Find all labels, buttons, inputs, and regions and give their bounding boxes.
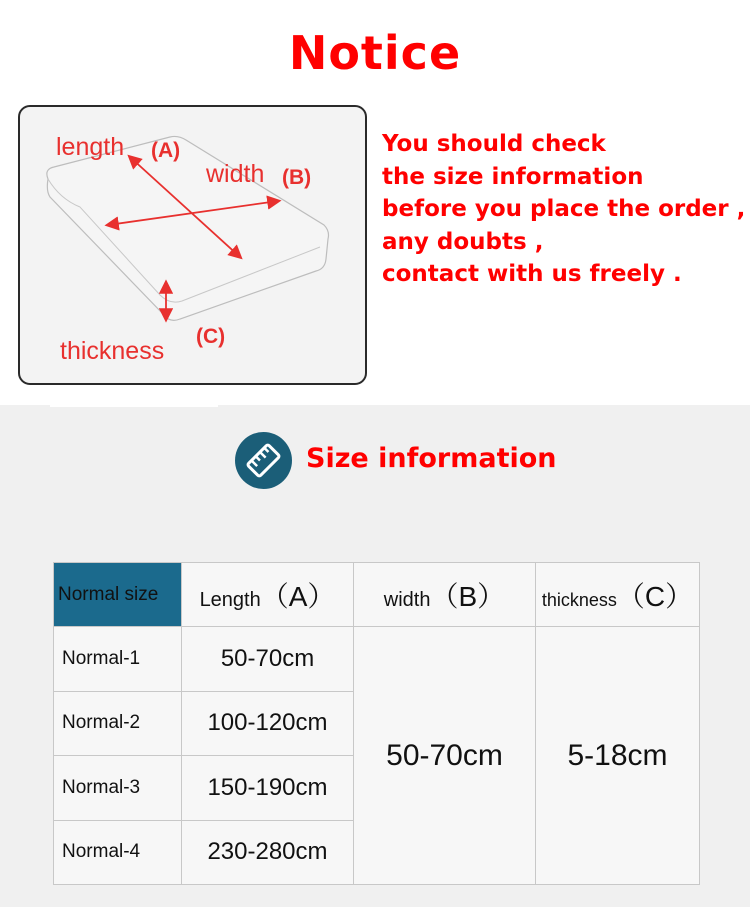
header-thickness [536, 563, 700, 627]
notice-line: You should check [382, 131, 606, 157]
thickness-code: (C) [196, 325, 226, 348]
notice-line: the size information [382, 163, 644, 190]
thickness-value: 5-18cm [536, 627, 700, 885]
row-length: 230-280cm [182, 820, 354, 885]
length-code: (A) [151, 139, 181, 162]
row-name: Normal-4 [54, 820, 182, 885]
row-name: Normal-2 [54, 691, 182, 756]
width-code: (B) [282, 166, 312, 189]
row-length: 150-190cm [182, 756, 354, 821]
row-name: Normal-3 [54, 756, 182, 821]
header-length [182, 563, 354, 627]
row-length: 50-70cm [182, 627, 354, 692]
row-length: 100-120cm [182, 691, 354, 756]
length-label: length [56, 133, 125, 161]
notice-message [382, 128, 745, 291]
row-name: Normal-1 [54, 627, 182, 692]
width-value: 50-70cm [354, 627, 536, 885]
notice-line: before you place the order , [382, 196, 746, 222]
size-table [53, 562, 700, 885]
table-row [54, 627, 700, 692]
cushion-illustration [20, 107, 365, 383]
ruler-icon [235, 432, 292, 489]
header-normal-size: Normal size [54, 563, 182, 627]
header-thickness-code: （C） [616, 580, 694, 612]
header-thickness-label: thickness [541, 589, 617, 610]
thickness-label: thickness [60, 337, 165, 365]
header-length-code: （A） [260, 580, 336, 612]
notice-line: any doubts , [382, 228, 544, 255]
cushion-diagram [18, 105, 367, 385]
header-width [354, 563, 536, 627]
header-length-label: Length [199, 588, 261, 611]
divider [50, 404, 218, 407]
notice-line: contact with us freely . [382, 261, 682, 287]
header-width-code: （B） [430, 580, 506, 612]
size-information-title: Size information [306, 443, 557, 474]
width-label: width [206, 160, 265, 188]
table-header-row [54, 563, 700, 627]
header-width-label: width [383, 588, 431, 611]
notice-title: Notice [288, 26, 462, 80]
